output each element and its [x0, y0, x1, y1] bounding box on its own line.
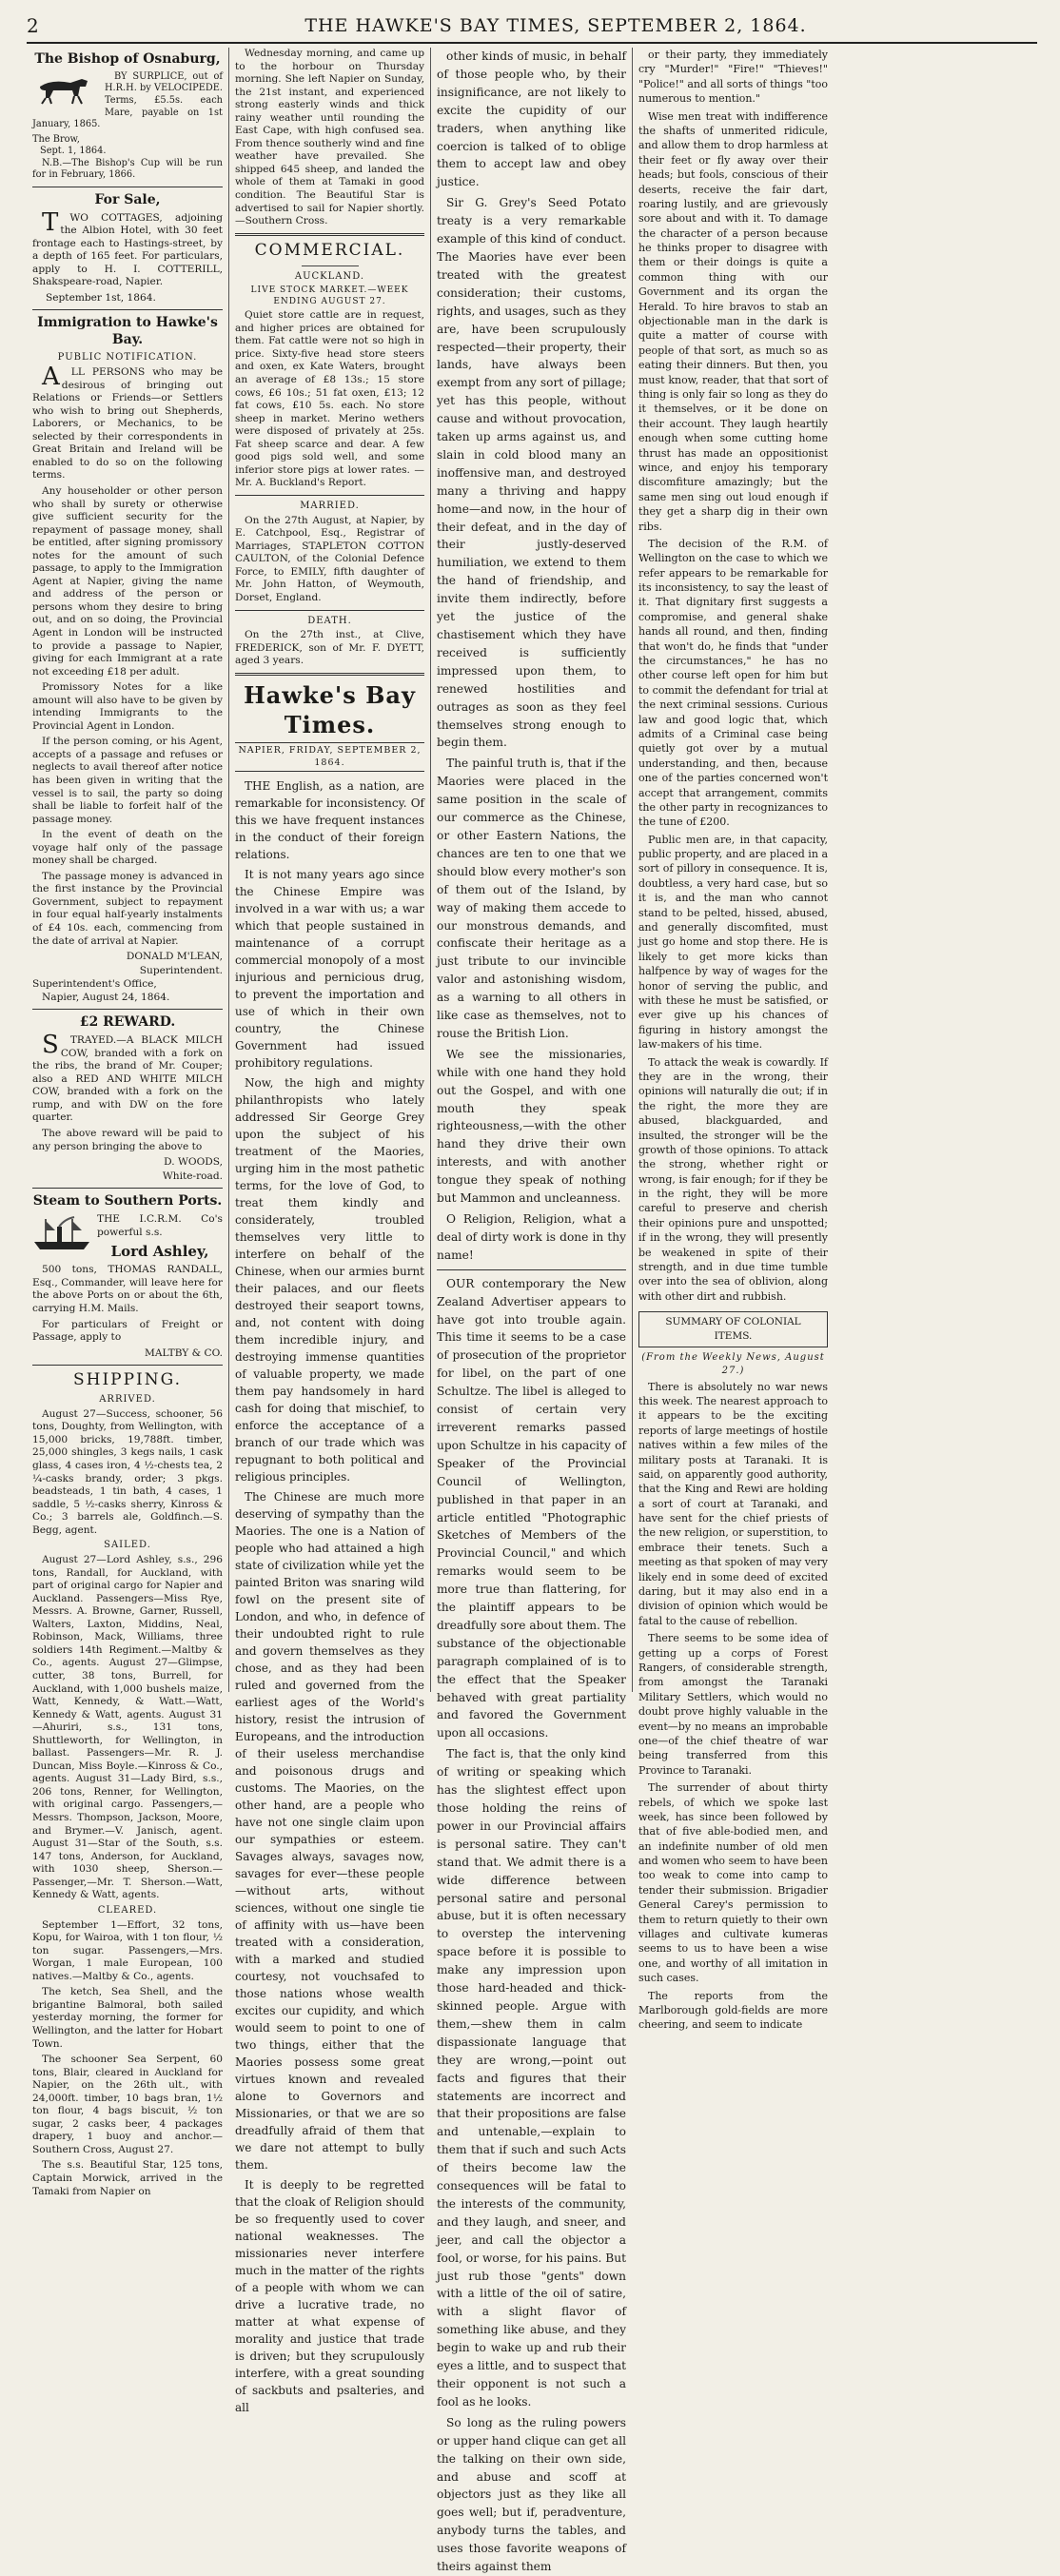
- summary-source: (From the Weekly News, August 27.): [641, 1351, 825, 1376]
- death-heading: DEATH.: [307, 615, 352, 626]
- shipping-section: [32, 1370, 223, 2198]
- shipping-note-1: The ketch, Sea Shell, and the brigantine Balmoral, both sailed yesterday morning, the former for Wellington, and the latter for Hobart Town.: [32, 1986, 223, 2050]
- libel-p6: The decision of the R.M. of Wellington on the case to which we refer appears to be remarkable for its inconsistency, to say the least of it. That dignitary first suggests a compromise, and general shake hands all round, and then, finding that won't do, he finds that "under the circumstances," he has no other course left open for him but to commit the defendant for trial at the next criminal sessions. Curious law and good logic that, which admits of a Criminal case being quietly got over by a mutual understanding, and then, because one of the parties concerned won't accept that arrangement, commits the other party in recognizances to the tune of £200.: [638, 537, 828, 829]
- steam-ad: [32, 1193, 223, 1360]
- commercial-line: LIVE STOCK MARKET.—WEEK ENDING AUGUST 27.: [250, 285, 409, 306]
- editorial-p3: Now, the high and mighty philanthropists who lately addressed Sir George Grey upon the subject of his treatment of the Maories, urging him in the most pathetic terms, for the love of God, to treat them kindly and considerately, troubled themselves very little to interfere on behalf of the Chinese, when our armies burnt their palaces, and our fleets destroyed their seaport towns, and, not content with doing them incredible injury, and destroying immense quantities of valuable property, we made them pay handsomely in hard cash for doing that mischief, to enforce the acceptance of a branch of our trade which was repugnant to both political and religious principles.: [235, 1075, 424, 1484]
- summary-heading: SUMMARY OF COLONIAL ITEMS.: [638, 1311, 828, 1347]
- immigration-heading: Immigration to Hawke's Bay.: [37, 315, 218, 348]
- divider: [235, 673, 424, 676]
- osnaburg-date: Sept. 1, 1864.: [40, 146, 107, 157]
- summary-p2: There seems to be some idea of getting up a corps of Forest Rangers, of considerable strength, from amongst the Taranaki Military Settlers, which would no doubt prove highly valuable in the event—by no means an improbable one—of the chief theatre of war being transferred from this Province to Taranaki.: [638, 1632, 828, 1777]
- page-header: [27, 10, 1037, 44]
- column-3: [430, 48, 632, 2574]
- reward-ad: [32, 1014, 223, 1183]
- cleared-label: CLEARED.: [97, 1904, 158, 1916]
- married-notice: [235, 501, 424, 605]
- steam-agent: MALTBY & CO.: [144, 1347, 223, 1359]
- shipping-note-2: The schooner Sea Serpent, 60 tons, Blair, cleared in Auckland for Napier, on the 26th ult., with 24,000ft. timber, 10 bags bran, 1½ ton flour, 4 bags biscuit, ½ ton sugar, 2 casks beer, 4 packages drapery, 1 buoy and anchor.—Southern Cross, August 27.: [32, 2054, 223, 2155]
- editorial-p7: Sir G. Grey's Seed Potato treaty is a very remarkable example of this kind of conduct. The Maories have ever been treated with the greatest consideration; their customs, rights, and usages, such as they are, have been scrupulously respected—their property, their lands, have always been exempt from any sort of pillage; yet has this people, without cause and without provocation, taken up arms against us, and slain in cold blood many an inoffensive man, and destroyed many a thriving and happy home—and now, in the hour of their defeat, and in the day of their justly-deserved humiliation, we extend to them the hand of friendship, and invite them indirectly, before yet the justice of the chastisement which they have received is sufficiently impressed upon them, to renewed hostilities and outrages as soon as they feel themselves strong enough to begin them.: [437, 196, 626, 750]
- libel-p8: To attack the weak is cowardly. If they are in the wrong, their opinions will naturally die out; if in the right, the more they are abused, blackguarded, and insulted, the stronger will be the growth of those opinions. To attack the strong, whether right or wrong, is fair enough; for if they be in the right, they will be more careful to preserve and cherish their opinions pure and unspotted; if in the wrong, they will presently be weakened in spite of their strength, and in due time tumble over into the sea of oblivion, along with other dirt and rubbish.: [638, 1055, 828, 1303]
- editorial-dateline: NAPIER, FRIDAY, SEPTEMBER 2, 1864.: [235, 742, 424, 771]
- steam-body: 500 tons, THOMAS RANDALL, Esq., Commander, will leave here for the above Ports on or about the 6th, carrying H.M. Mails.: [32, 1264, 223, 1315]
- death-body: On the 27th inst., at Clive, FREDERICK, son of Mr. F. DYETT, aged 3 years.: [235, 629, 424, 667]
- married-heading: MARRIED.: [300, 500, 360, 511]
- column-1: [27, 48, 228, 2197]
- commercial-place: AUCKLAND.: [294, 271, 365, 283]
- libel-p3: So long as the ruling powers or upper hand clique can get all the talking on their own side, and abuse and scoff at objectors just as they like all goes well; but if, peradventure, anybody turns the tables, and uses those favorite weapons of theirs against them: [437, 2415, 626, 2574]
- commercial-body: Quiet store cattle are in request, and higher prices are obtained for them. Fat cattle were not so high in price. Sixty-five head store steers and oxen, ex Kate Waters, brought an average of £8 13s.; 15 store cows, £6 10s.; 51 fat oxen, £13; 12 fat cows, £10 5s. each. No store sheep in market. Merino wethers were disposed of privately at 25s. Fat sheep scarce and dear. A few good pigs sold well, and some inferior store pigs at lower rates. —Mr. A. Buckland's Report.: [235, 309, 424, 489]
- editorial-p1: THE English, as a nation, are remarkable for inconsistency. Of this we have frequent instances in the conduct of their foreign relations.: [235, 778, 424, 861]
- cleared-list: September 1—Effort, 32 tons, Kopu, for Wairoa, with 1 ton flour, ½ ton sugar. Passengers,—Mrs. Worgan, 1 male European, 100 natives.—Maltby & Co., agents.: [32, 1918, 223, 1982]
- shipping-continued: Wednesday morning, and came up to the horbour on Thursday morning. She left Napier on Sunday, the 21st instant, and experienced strong easterly winds and thick rainy weather until rounding the East Cape, with high confused sea. From thence southerly wind and fine weather have prevailed. She shipped 645 sheep, and landed the whole of them at Tamaki in good condition. The Beautiful Star is advertised to sail for Napier shortly. —Southern Cross.: [235, 48, 424, 227]
- steam-body-2: For particulars of Freight or Passage, apply to: [32, 1318, 223, 1344]
- editorial-p2: It is not many years ago since the Chinese Empire was involved in a war with us; a war which that people sustained in maintenance of a corrupt commercial monopoly of a most injurious and pernicious drug, to prevent the importation and use of which in their own country, the Chinese Government had issued prohibitory regulations.: [235, 867, 424, 1070]
- immigration-p6: The passage money is advanced in the first instance by the Provincial Government, subject to repayment in four equal half-yearly instalments of £4 10s. each, commencing from the date of arrival at Napier.: [32, 870, 223, 947]
- commercial-heading: COMMERCIAL.: [254, 240, 405, 260]
- divider: [32, 1009, 223, 1010]
- osnaburg-ad: [32, 51, 223, 182]
- editorial-p8: The painful truth is, that if the Maories were placed in the same position in the scale of our commerce as the Chinese, or other Eastern Nations, the chances are ten to one that we should blow every mother's son of them out of the Island, by way of making them accede to our monstrous demands, and confiscate their heritage as a just tribute to our invincible valor and astonishing wisdom, as a warning to all others in like case as themselves, not to rouse the British Lion.: [437, 757, 626, 1040]
- shipping-note-3: The s.s. Beautiful Star, 125 tons, Captain Morwick, arrived in the Tamaki from Napier on: [32, 2159, 223, 2197]
- reward-heading: £2 REWARD.: [79, 1014, 176, 1031]
- divider: [302, 265, 359, 266]
- editorial-p6: other kinds of music, in behalf of those people who, by their insignificance, are not likely to excite the cupidity of our traders, when anything like coercion is talked of to oblige them to accept law and obey justice.: [437, 49, 626, 189]
- sailed-label: SAILED.: [104, 1540, 151, 1551]
- commercial-section: [235, 241, 424, 490]
- divider: [32, 309, 223, 310]
- libel-p7: Public men are, in that capacity, public property, and are placed in a sort of pillory in consequence. It is, doubtless, a very hard case, but so it is, and the man who cannot stand to be pelted, hissed, abused, and generally discomfited, must just go home and stop there. He is likely to get more kicks than halfpence by way of wages for the honor of serving the public, and with these he must be satisfied, or ever give up his chances of figuring in history amongst the law-makers of his time.: [638, 833, 828, 1052]
- divider: [235, 233, 424, 236]
- divider: [32, 1365, 223, 1366]
- editorial-p5: It is deeply to be regretted that the cloak of Religion should be so frequently used to cover national weaknesses. The missionaries never interfere much in the matter of the rights of a people with whom we can drive a lucrative trade, no matter at what expense of morality and justice that trade is driven; but they scrupulously interfere, with a great sounding of sackbuts and psalteries, and all: [235, 2177, 424, 2414]
- osnaburg-heading: The Bishop of Osnaburg,: [34, 51, 221, 67]
- summary-p1: There is absolutely no war news this week. The nearest approach to it appears to be the exciting reports of large meetings of hostile natives within a few miles of the military posts at Taranaki. It is said, on apparently good authority, that the King and Rewi are holding a sort of court at Taranaki, and have sent for the chief priests of the new religion, or superstition, to embrace their tenets. Such a meeting as that spoken of may very likely end in some deed of excited daring, but it may also end in a division of opinion which would be fatal to the cause of rebellion.: [638, 1380, 828, 1627]
- divider: [235, 495, 424, 496]
- immigration-office: Superintendent's Office,: [32, 978, 157, 991]
- reward-body: STRAYED.—A BLACK MILCH COW, branded with a fork on the ribs, the brand of Mr. Couper; also a RED AND WHITE MILCH COW, branded with a fork on the rump, and with DW on the fore quarter.: [32, 1031, 223, 1124]
- libel-p2: The fact is, that the only kind of writing or speaking which has the slightest effect upon those holding the reins of power in our Provincial affairs is personal satire. They can't stand that. We admit there is a wide difference between personal satire and personal abuse, but it is often necessary to overstep the intervening space before it is possible to make any impression upon those hard-headed and thick-skinned people. Argue with them,—shew them in calm dispassionate language that they are wrong,—point out facts and figures that their statements are incorrect and that their propositions are false and untenable,—explain to them that if such and such Acts of theirs become law the consequences will be fatal to the interests of the community, and they laugh, and sneer, and jeer, and call the objector a fool, or worse, for his pains. But just rub those "gents" down with a little of the oil of satire, with a slight flavor of something like abuse, and they begin to wake up and rub their eyes a little, and to suspect that their opponent is not such a fool as he looks.: [437, 1747, 626, 2409]
- reward-body-2: The above reward will be paid to any person bringing the above to: [32, 1128, 223, 1152]
- column-4: [632, 48, 834, 2032]
- newspaper-title: THE HAWKE'S BAY TIMES, SEPTEMBER 2, 1864.: [304, 15, 807, 36]
- shipping-heading: SHIPPING.: [72, 1370, 183, 1390]
- divider: [32, 1188, 223, 1189]
- summary-p4: The reports from the Marlborough gold-fields are more cheering, and seem to indicate: [638, 1989, 828, 2032]
- paper-masthead: Hawke's Bay Times.: [244, 680, 416, 738]
- editorial: [235, 777, 424, 2416]
- immigration-subheading: PUBLIC NOTIFICATION.: [57, 352, 198, 364]
- married-body: On the 27th August, at Napier, by E. Catchpool, Esq., Registrar of Marriages, STAPLETON COTTON CAULTON, of the Colonial Defence Force, to EMILY, fifth daughter of Mr. John Hatton, of Weymouth, Dorset, England.: [235, 514, 424, 603]
- immigration-office-date: Napier, August 24, 1864.: [42, 991, 170, 1003]
- columns: [27, 48, 1037, 2574]
- divider: [235, 610, 424, 611]
- page-number: 2: [27, 14, 39, 37]
- divider: [437, 1269, 626, 1270]
- libel-p5: Wise men treat with indifference the shafts of unmerited ridicule, and allow them to drop harmless at their feet or fly away over their heads; but fools, conscious of their deserts, receive the fair dart, roaring lustily, and are grievously sore about and with it. To damage the character of a person because he thinks proper to disagree with them or their doings is quite a common thing with our Government and its organ the Herald. To hire bravos to stab an objectionable man in the dark is quite a matter of course with people of that sort, as much so as eating their dinners. But then, you must know, reader, that that sort of thing is only fair so long as they do it themselves, or it be done on their account. They laugh heartily enough when some cutting home thrust has made an oppositionist wince, and enjoy his temporary discomfiture amazingly; but the same men sing out loud enough if they get a sharp dig in their own ribs.: [638, 109, 828, 533]
- steam-line: THE I.C.R.M. Co's powerful s.s.: [97, 1213, 223, 1238]
- editorial-p10: O Religion, Religion, what a deal of dirty work is done in thy name!: [437, 1212, 626, 1262]
- steam-ship-name: Lord Ashley,: [110, 1243, 209, 1261]
- editorial-p4: The Chinese are much more deserving of sympathy than the Maories. The one is a Nation of people who had attained a high state of civilization while yet the painted Briton was snaring wild fowl on the present site of London, and who, in defence of their undoubted right to rule and govern themselves as they chose, and as they had been ruled and governed from the earliest ages of the World's history, resist the intrusion of Europeans, and the introduction of their useless merchandise and poisonous drugs and customs. The Maories, on the other hand, are a people who have not one single claim upon our sympathies or esteem. Savages always, savages now, savages for ever—these people—without arts, without sciences, without one single tie of affinity with us—have been treated with a consideration, with a marked and studied courtesy, not vouchsafed to those nations whose wealth excites our cupidity, and which would seem to point to one of two things, either that the Maories possess some great virtues known and revealed alone to Governors and Missionaries, or that we are so dreadfully afraid of them that we dare not attempt to bully them.: [235, 1489, 424, 2172]
- horse-icon: [32, 73, 99, 106]
- immigration-p4: If the person coming, or his Agent, accepts of a passage and refuses or neglects to avail thereof after notice has been given in writing that the vessel is to sail, the party so doing shall be liable to forfeit half of the passage money.: [32, 736, 223, 825]
- osnaburg-place: The Brow,: [32, 133, 80, 145]
- immigration-p3: Promissory Notes for a like amount will also have to be given by intending Immigrants to the Provincial Agent in London.: [32, 681, 223, 732]
- editorial-p9: We see the missionaries, while with one hand they hold out the Gospel, and with one mouth they speak righteousness,—with the other hand they drive their own interests, and with another tongue they speak of nothing but Mammon and uncleanness.: [437, 1047, 626, 1206]
- steamship-icon: [32, 1215, 91, 1253]
- osnaburg-body: BY SURPLICE, out of H.R.H. by VELOCIPEDE. Terms, £5.5s. each Mare, payable on 1st January, 1865.: [32, 70, 223, 130]
- for-sale-date: September 1st, 1864.: [46, 291, 156, 304]
- death-notice: [235, 616, 424, 668]
- for-sale-body: TWO COTTAGES, adjoining the Albion Hotel, with 30 feet frontage each to Hastings-street, by a depth of 165 feet. For particulars, apply to H. I. COTTERILL, Shakspeare-road, Napier.: [32, 207, 223, 288]
- immigration-p2: Any householder or other person who shall by surety or otherwise give sufficient security for the repayment of passage money, shall be entitled, after signing promissory notes for the amount of such passage, to apply to the Immigration Agent at Napier, giving the name and address of the person or persons whom they desire to bring out, and on so doing, the Provincial Agent in London will be instructed to provide a passage to Napier, giving for each Immigrant at a rate not exceeding £18 per adult.: [32, 484, 223, 678]
- for-sale-ad: [32, 192, 223, 305]
- for-sale-heading: For Sale,: [94, 191, 161, 207]
- steam-heading: Steam to Southern Ports.: [32, 1193, 223, 1209]
- reward-place: White-road.: [162, 1170, 223, 1182]
- arrived-label: ARRIVED.: [99, 1393, 156, 1405]
- immigration-p1: ALL PERSONS who may be desirous of bringing out Relations or Friends—or Settlers who wish to bring out Shepherds, Laborers, or Mechanics, to be selected by their correspondents in Great Britain and Ireland will be enabled to do so on the following terms.: [32, 363, 223, 482]
- summary-p3: The surrender of about thirty rebels, of which we spoke last week, has since been followed by that of five able-bodied men, and an indefinite number of old men and women who seem to have been too weak to come into camp to tender their submission. Brigadier General Carey's permission to them to return quietly to their own villages and cultivate kumeras seems to us to have been a wise one, and worthy of all imitation in such cases.: [638, 1781, 828, 1985]
- immigration-signer: DONALD M'LEAN,: [126, 951, 223, 963]
- libel-p1: OUR contemporary the New Zealand Advertiser appears to have got into trouble again. This time it seems to be a case of prosecution of the proprietor for libel, on the part of one Schultze. The libel is alleged to consist of certain very irreverent remarks passed upon Schultze in his capacity of Speaker of the Provincial Council of Wellington, published in that paper in an article entitled "Photographic Sketches of Members of the Provincial Council," and which remarks would seem to be more true than flattering, for the plaintiff appears to be dreadfully sore about them. The substance of the objectionable paragraph complained of is to the effect that the Speaker behaved with great partiality and favored the Government upon all occasions.: [437, 1276, 626, 1740]
- immigration-notice: [32, 315, 223, 1004]
- sailed-list: August 27—Lord Ashley, s.s., 296 tons, Randall, for Auckland, with part of original cargo for Napier and Auckland. Passengers—Miss Rye, Messrs. A. Browne, Garner, Russell, Walters, Laxton, Middins, Neal, Robinson, Mack, Williams, three soldiers 14th Regiment.—Maltby & Co., agents. August 27—Glimpse, cutter, 38 tons, Burrell, for Auckland, with 1,000 bushels maize, Watt, Kennedy, & Watt.—Watt, Kennedy & Watt, agents. August 31—Ahuriri, s.s., 131 tons, Shuttleworth, for Wellington, in ballast. Passengers—Mr. R. J. Duncan, Miss Boyle.—Kinross & Co., agents. August 31—Lady Bird, s.s., 206 tons, Renner, for Wellington, with original cargo. Passengers,—Messrs. Thompson, Jackson, Moore, and Brymer.—V. Janisch, agent. August 31—Star of the South, s.s. 147 tons, Anderson, for Auckland, with 1030 sheep, Sherson.—Passenger,—Mr. T. Sherson.—Watt, Kennedy & Watt, agents.: [32, 1554, 223, 1901]
- immigration-p5: In the event of death on the voyage half only of the passage money shall be charged.: [32, 829, 223, 867]
- column-2: [228, 48, 430, 2414]
- libel-p4: or their party, they immediately cry "Murder!" "Fire!" "Thieves!" "Police!" and all sorts of things "too numerous to mention.": [638, 49, 828, 106]
- reward-signer: D. WOODS,: [164, 1156, 223, 1169]
- arrived-list: August 27—Success, schooner, 56 tons, Doughty, from Wellington, with 15,000 bricks, 19,788ft. timber, 25,000 shingles, 3 kegs nails, 1 cask glass, 4 cases iron, 4 ½-chests tea, 2 ¼-casks brandy, order; 3 pkgs. beadsteads, 1 tin bath, 4 cases, 1 saddle, 5 ½-casks sherry, Kinross & Co.; 3 barrels ale, Goldfinch.—S. Begg, agent.: [32, 1407, 223, 1536]
- osnaburg-note: N.B.—The Bishop's Cup will be run for in February, 1866.: [32, 157, 223, 181]
- immigration-signer-title: Superintendent.: [139, 964, 223, 976]
